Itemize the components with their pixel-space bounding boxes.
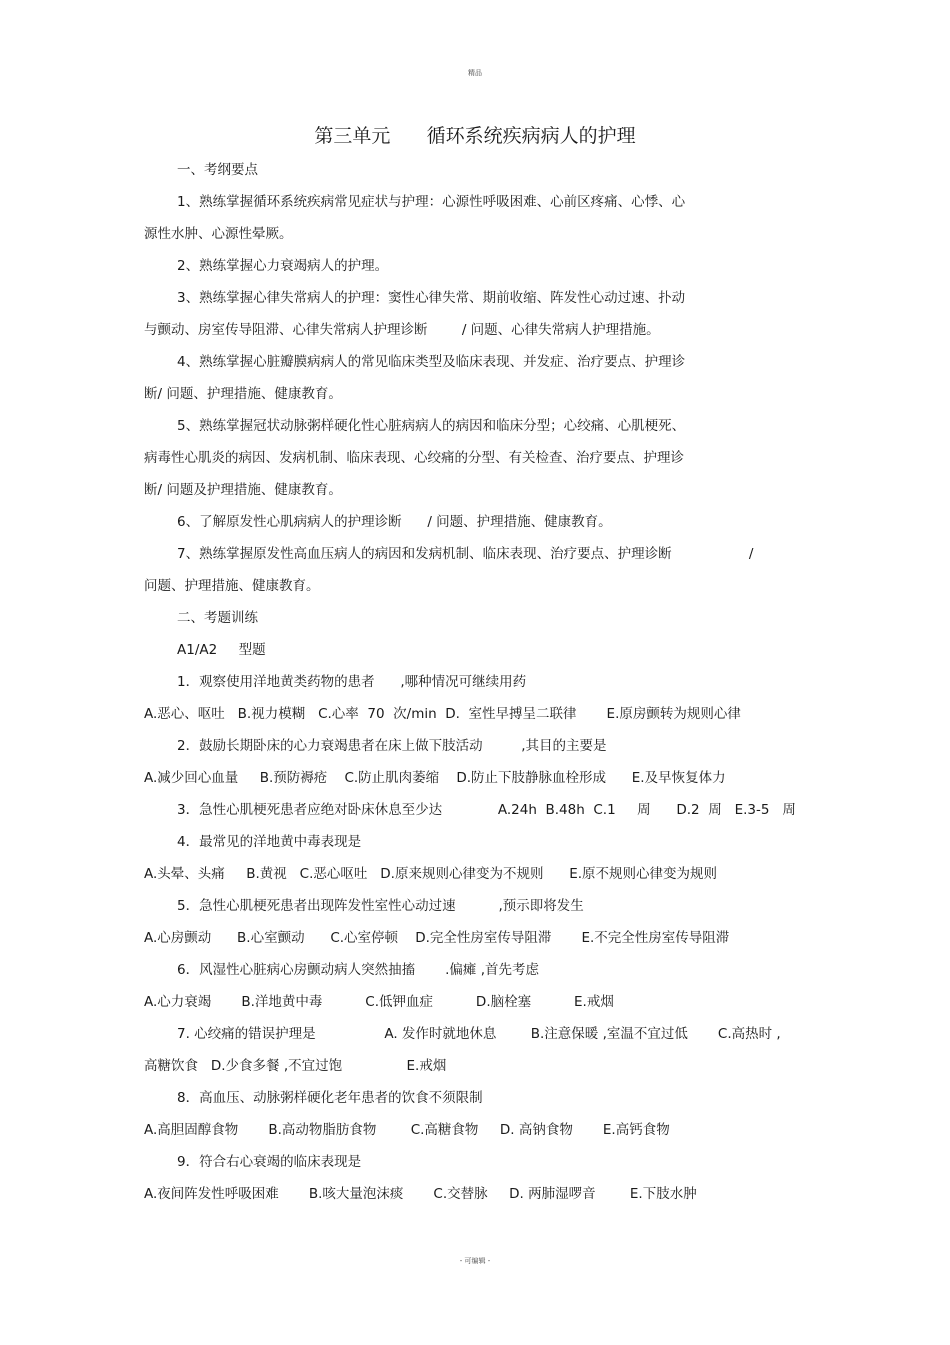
- question-stem: 7. 心绞痛的错误护理是 A. 发作时就地休息 B.注意保暖 ,室温不宜过低 C.高热时 ,: [177, 1026, 781, 1042]
- outline-item: 4、熟练掌握心脏瓣膜病病人的常见临床类型及临床表现、并发症、治疗要点、护理诊: [177, 354, 686, 370]
- outline-item: 1、熟练掌握循环系统疾病常见症状与护理：心源性呼吸困难、心前区疼痛、心悸、心: [177, 194, 686, 210]
- outline-item-continued: 源性水肿、心源性晕厥。: [144, 226, 293, 242]
- question-stem: 2．鼓励长期卧床的心力衰竭患者在床上做下肢活动 ,其目的主要是: [177, 738, 607, 754]
- question-options: A.夜间阵发性呼吸困难 B.咳大量泡沫痰 C.交替脉 D. 两肺湿啰音 E.下肢水肿: [144, 1186, 697, 1202]
- outline-item: 2、熟练掌握心力衰竭病人的护理。: [177, 258, 389, 274]
- question-options: A.头晕、头痛 B.黄视 C.恶心呕吐 D.原来规则心律变为不规则 E.原不规则心律变为规则: [144, 866, 718, 882]
- question-stem: 4．最常见的洋地黄中毒表现是: [177, 834, 362, 850]
- question-options: A.心房颤动 B.心室颤动 C.心室停顿 D.完全性房室传导阻滞 E.不完全性房室传导阻滞: [144, 930, 730, 946]
- page-title: 第三单元 循环系统疾病病人的护理: [314, 125, 636, 147]
- question-stem: 1．观察使用洋地黄类药物的患者 ,哪种情况可继续用药: [177, 674, 527, 690]
- section-heading: 二、考题训练: [177, 610, 258, 626]
- question-options: 高糖饮食 D.少食多餐 ,不宜过饱 E.戒烟: [144, 1058, 447, 1074]
- question-stem: 9．符合右心衰竭的临床表现是: [177, 1154, 362, 1170]
- page-header-label: 精品: [468, 69, 482, 77]
- question-options: A.高胆固醇食物 B.高动物脂肪食物 C.高糖食物 D. 高钠食物 E.高钙食物: [144, 1122, 670, 1138]
- outline-item: 7、熟练掌握原发性高血压病人的病因和发病机制、临床表现、治疗要点、护理诊断 /: [177, 546, 754, 562]
- outline-item-continued: 断/ 问题、护理措施、健康教育。: [144, 386, 342, 402]
- question-stem: 8．高血压、动脉粥样硬化老年患者的饮食不须限制: [177, 1090, 483, 1106]
- outline-item-continued: 断/ 问题及护理措施、健康教育。: [144, 482, 342, 498]
- outline-item-continued: 问题、护理措施、健康教育。: [144, 578, 320, 594]
- question-options: A.心力衰竭 B.洋地黄中毒 C.低钾血症 D.脑栓塞 E.戒烟: [144, 994, 614, 1010]
- outline-item: 5、熟练掌握冠状动脉粥样硬化性心脏病病人的病因和临床分型；心绞痛、心肌梗死、: [177, 418, 686, 434]
- question-stem: 6．风湿性心脏病心房颤动病人突然抽搐 .偏瘫 ,首先考虑: [177, 962, 540, 978]
- section-heading: 一、考纲要点: [177, 162, 258, 178]
- question-options: A.恶心、呕吐 B.视力模糊 C.心率 70 次/min D. 室性早搏呈二联律 E.原房颤转为规则心律: [144, 706, 741, 722]
- outline-item-continued: 病毒性心肌炎的病因、发病机制、临床表现、心绞痛的分型、有关检查、治疗要点、护理诊: [144, 450, 684, 466]
- question-options: A.减少回心血量 B.预防褥疮 C.防止肌肉萎缩 D.防止下肢静脉血栓形成 E.及早恢复体力: [144, 770, 726, 786]
- question-stem: 5．急性心肌梗死患者出现阵发性室性心动过速 ,预示即将发生: [177, 898, 584, 914]
- outline-item: 3、熟练掌握心律失常病人的护理：窦性心律失常、期前收缩、阵发性心动过速、扑动: [177, 290, 686, 306]
- question-type-label: A1/A2 型题: [177, 642, 266, 658]
- outline-item-continued: 与颤动、房室传导阻滞、心律失常病人护理诊断 / 问题、心律失常病人护理措施。: [144, 322, 660, 338]
- question-stem: 3．急性心肌梗死患者应绝对卧床休息至少达 A.24h B.48h C.1 周 D.2 周 E.3-5 周: [177, 802, 796, 818]
- page-footer-label: - 可编辑 -: [459, 1257, 491, 1265]
- outline-item: 6、了解原发性心肌病病人的护理诊断 / 问题、护理措施、健康教育。: [177, 514, 612, 530]
